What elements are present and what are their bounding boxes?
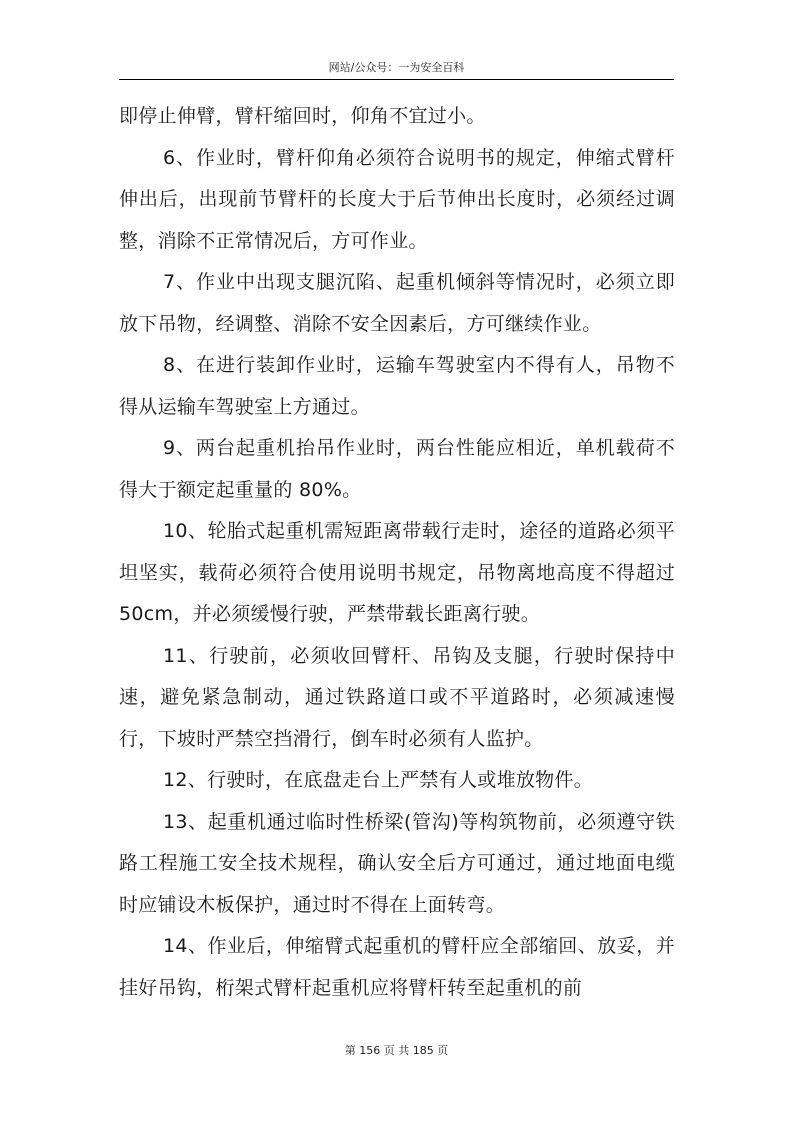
paragraph-item-13: 13、起重机通过临时性桥梁(管沟)等构筑物前，必须遵守铁路工程施工安全技术规程，确认安全后方可通过，通过地面电缆时应铺设木板保护，通过时不得在上面转弯。 xyxy=(119,810,675,916)
paragraph-item-6: 6、作业时，臂杆仰角必须符合说明书的规定，伸缩式臂杆伸出后，出现前节臂杆的长度大于后节伸出长度时，必须经过调整，消除不正常情况后，方可作业。 xyxy=(119,146,675,252)
paragraph-item-7: 7、作业中出现支腿沉陷、起重机倾斜等情况时，必须立即放下吊物，经调整、消除不安全因素后，方可继续作业。 xyxy=(119,271,675,335)
paragraph-item-14: 14、作业后，伸缩臂式起重机的臂杆应全部缩回、放妥，并挂好吊钩，桁架式臂杆起重机应将臂杆转至起重机的前 xyxy=(119,935,675,999)
document-body xyxy=(119,96,675,1009)
paragraph-item-9: 9、两台起重机抬吊作业时，两台性能应相近，单机载荷不得大于额定起重量的 80%。 xyxy=(119,437,675,501)
paragraph-item-12: 12、行驶时，在底盘走台上严禁有人或堆放物件。 xyxy=(163,769,594,791)
page-header: 网站/公众号：一为安全百科 xyxy=(328,61,465,74)
paragraph-item-11: 11、行驶前，必须收回臂杆、吊钩及支腿，行驶时保持中速，避免紧急制动，通过铁路道口或不平道路时，必须减速慢行，下坡时严禁空挡滑行，倒车时必须有人监护。 xyxy=(119,644,675,750)
page-footer: 第 156 页 共 185 页 xyxy=(344,1044,449,1057)
paragraph-item-8: 8、在进行装卸作业时，运输车驾驶室内不得有人，吊物不得从运输车驾驶室上方通过。 xyxy=(119,354,675,418)
paragraph-continuation: 即停止伸臂，臂杆缩回时，仰角不宜过小。 xyxy=(119,105,486,127)
header-rule xyxy=(119,79,674,80)
paragraph-item-10: 10、轮胎式起重机需短距离带载行走时，途径的道路必须平坦坚实，载荷必须符合使用说明书规定，吊物离地高度不得超过 50cm，并必须缓慢行驶，严禁带载长距离行驶。 xyxy=(119,520,675,625)
